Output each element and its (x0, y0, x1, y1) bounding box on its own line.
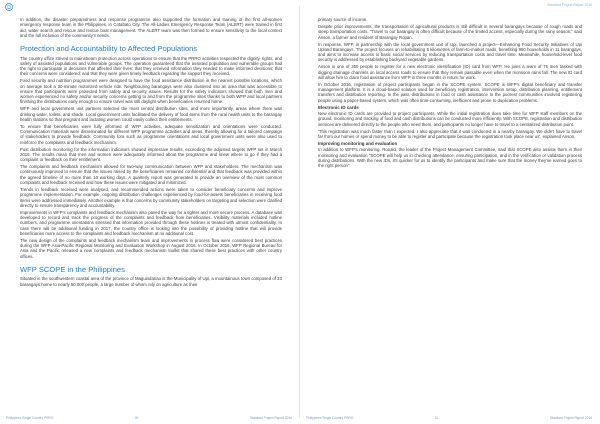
intro-paragraph: In addition, the disaster preparedness and response programme also supported the formation and training of the first all-women emergency response team in the Philippines, in Cotabato City. The All-Ladies Emergency Response Team (ALERT) were trained in first aid, water search and rescue and rescue boat management. The ALERT team was then formed to ensure sensitivity to the local context and the full inclusion of the community's needs. (20, 17, 282, 38)
wfp-logo-icon (5, 3, 13, 11)
left-footer (6, 416, 292, 421)
running-head: Standard Project Report 2016 (547, 3, 592, 7)
subheading-electronic-id: Electronic ID cards (318, 104, 359, 110)
scope-paragraph: Situated in the southwestern coastal area of the province of Maguindanao is the Municipality of Upi, a mountainous town composed of 23 barangays home to nearly 50,000 people, a large number of whom rely on agriculture as their (20, 276, 282, 287)
footer-report-name: Philippines Single Country PRRO (6, 416, 54, 420)
section-title-scope: WFP SCOPE in the Philippines (20, 264, 125, 274)
aap-paragraph: The complaints and feedback mechanism allowed for two-way communication between WFP and stakeholders. The mechanism was continuously improved to ensure that the issues raised by the beneficiaries remained confidential and that feedback was provided within the agreed timeline of no more than 10 working days. A quarterly report was generated to provide an overview of the most common complaints and feedback received and how these issues were mitigated and minimized. (20, 164, 282, 185)
aap-paragraph: The country office strived to mainstream protection across operations to ensure that the PRRO activities respected the dignity, rights, and safety of assisted populations and vulnerable groups. The operation guaranteed that the assisted population and vulnerable groups had the right to participate in decisions that affected their lives; that they received information they needed to make informed decisions; that their concerns were considered; and that they were given timely feedback regarding the support they received. (20, 55, 282, 77)
right-page (300, 0, 600, 424)
aap-paragraph: WFP and local government unit partners selected the most central distribution sites, and more importantly, areas where there was drinking water, toilets, and shade. Local government units facilitated the delivery of food items from the rural health units to the barangay health stations so that pregnant and lactating women could easily collect their entitlements. (20, 106, 282, 122)
scope-paragraph: Despite prior improvements, the transportation of agricultural products is still difficult in several barangays because of rough roads and steep transportation costs. "Travel to our barangay is often difficult because of the limited access, especially during the rainy season," said Anson, a farmer and resident of Barangay Ropan. (318, 24, 582, 40)
section-title-aap: Protection and Accountability to Affected Populations (20, 44, 198, 53)
right-column (318, 17, 582, 170)
aap-paragraph: The new design of the complaints and feedback mechanism team and improvements in process flow were considered best practices during the WFP Asia-Pacific Regional Monitoring and Evaluation Workshop in August 2016. In October 2016, WFP Regional Bureau for Asia and the Pacific released a new complaints and feedback mechanism toolkit that shared these best practices with other country offices. (20, 237, 282, 259)
page-number: 20 (134, 416, 139, 420)
scope-paragraph: Anson is one of 350 people to register for a new electronic identification (ID) card from WFP. He joins a team of 75 men tasked with digging drainage channels on local access roads to ensure that they remain passable even when the monsoon rains fall. The new ID card will allow him to claim food assistance from WFP in three months in return for work. (318, 64, 582, 80)
footer-report-name: Philippines Single Country PRRO (306, 416, 354, 420)
aap-paragraph: To ensure that beneficiaries were fully informed of WFP activities, adequate sensitization and orientations were conducted. Communication materials were disseminated for different WFP programme activities and areas, thereby allowing for a tailored campaign of stakeholders to provide feedback. Community fora such as programme orientations and local government units were also used to reinforce the complaints and feedback mechanism. (20, 123, 282, 145)
aap-paragraph: Post distribution monitoring for the information indicators showed impressive results, exceeding the adjusted targets WFP set in March 2016. The results mean that men and women were adequately informed about the programme and knew where to go if they had a complaint or feedback on their entitlement. (20, 146, 282, 163)
ecard-paragraph: 'This registration was much faster than I expected. I also appreciate that it was conducted in a nearby barangay. We didn't have to travel far from our homes or spend money to be able to register and participate because the registration took place near us', explained Anson. (318, 128, 582, 139)
scope-paragraph: In response, WFP, in partnership with the local government unit of Upi, launched a project—Enhancing Food Security Initiatives of Upi Upland Barangays. The project focuses on rehabilitating 5 kilometres of farm-to-market roads, benefiting 950 households in 11 barangays, and aims to increase access to basic social services by reducing transportation costs and travel time. Meanwhile, household-level food security is addressed by establishing backyard vegetable gardens. (318, 41, 582, 63)
aap-paragraph: Improvements in WFP's complaints and feedback mechanism also paved the way for a tighter and more secure process. A database was developed to record and track the progress of the complaints and feedback from beneficiaries. Visibility materials included hotline numbers, and programme orientations stressed that information provided through these hotlines is treated with utmost confidentiality. In case there will be additional funding in 2017, the country office is looking into the possibility of providing hotline that will provide beneficiaries more access to the complaints and feedback mechanism at no additional cost. (20, 209, 282, 236)
aap-paragraph: Trends in feedback received were analysed, and recommended actions were taken to consider beneficiary concerns and improve programme implementation. For example, ongoing distribution challenges experienced by food-for-assets beneficiaries in receiving food items were addressed immediately. Another example is that concerns by community stakeholders on targeting and selection were clarified directly to ensure transparency and accountability. (20, 187, 282, 208)
footer-report-type: Standard Project Report 2016 (549, 416, 592, 420)
scope-paragraph: primary source of income. (318, 17, 368, 22)
footer-report-type: Standard Project Report 2016 (249, 416, 292, 420)
monitoring-paragraph: In addition to WFP's monitoring, Ronald, the leader of the Project Management Committee, said that SCOPE also assists them in their monitoring and evaluation "SCOPE will help us in checking attendance, ensuring participation, and in the verification or validation process during distributions. With the new IDs, it's quicker for us to identify the participants and make sure that the money they've earned goes to the right person". (318, 147, 582, 169)
page-number: 21 (434, 416, 439, 420)
scope-paragraph: In October 2016, registration of project participants began in the SCOPE system. SCOPE is WFP's digital beneficiary and transfer management platform. It is a cloud-based solution used for beneficiary registration, intervention setup, distribution planning, entitlement transfers and distribution reporting. In the past, distributions in food or cash assistance to the poorest communities involved registering people using a paper-based system, which was often time-consuming, inefficient and prone to duplication problems. (318, 81, 582, 103)
subheading-monitoring: Improving monitoring and evaluation (318, 140, 398, 146)
ecard-paragraph: New electronic ID cards are provided to project participants. While the initial registration does take time for WFP staff members on the ground, monitoring and tracking of food and cash distributions can be conducted more efficiently. With SCOPE, registration and distribution services are delivered directly to the people who need them, and participants no longer have to travel to a centralized distribution point. (318, 111, 582, 127)
aap-paragraph: Food security and nutrition programmes were designed to have the food assistance distribution in the nearest possible locations, which on average took a 30-minute motorized vehicle ride. Neighbouring barangays were also clustered into an area that was accessible to ensure that participants were protected from safety and security issues. Results for the safety indicators showed that both men and women experienced no safety and/or security concerns getting to and from the programme sites thanks to both WFP and local partners finishing the distributions early enough to ensure travel was still daylight when beneficiaries returned home. (20, 78, 282, 105)
right-footer (306, 416, 592, 421)
left-column (20, 17, 282, 289)
